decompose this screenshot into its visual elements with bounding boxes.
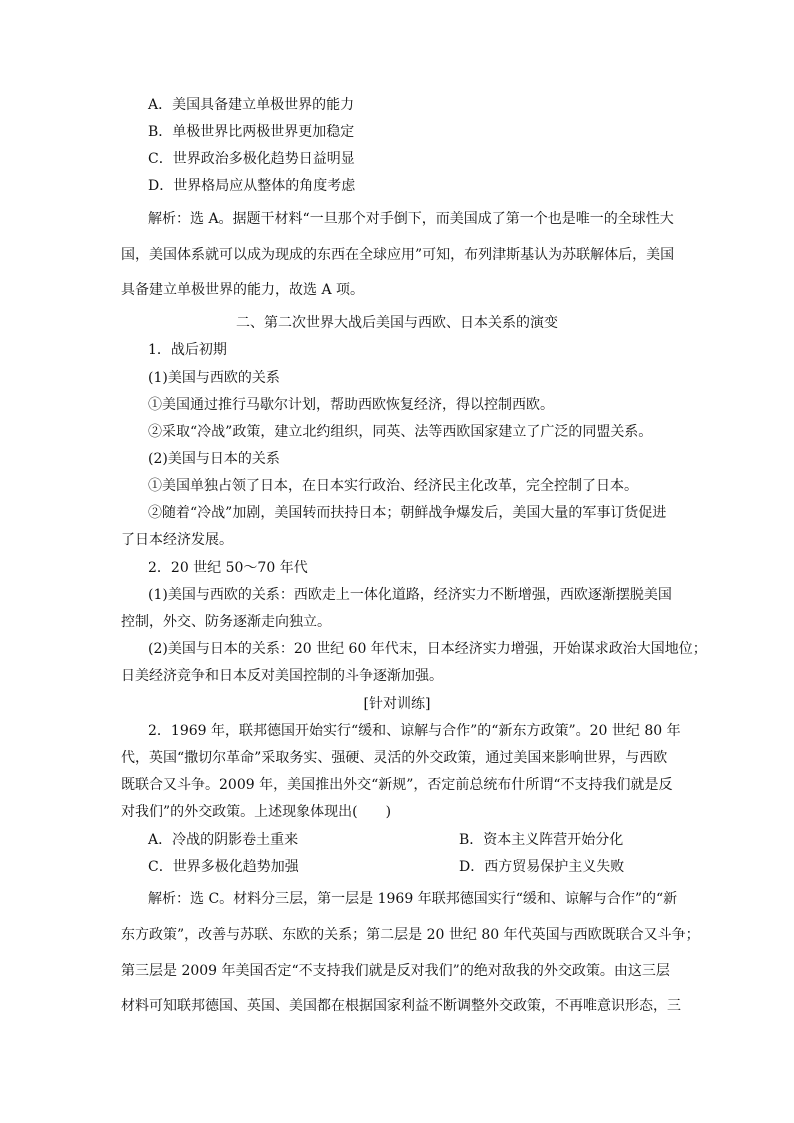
training-analysis-line: 第三层是 2009 年美国否定“不支持我们就是反对我们”的绝对敌我的外交政策。由这三层: [121, 963, 670, 979]
section-line: (2)美国与日本的关系: [148, 451, 280, 467]
section-line: 了日本经济发展。: [121, 532, 233, 548]
training-question-line: 2．1969 年，联邦德国开始实行“缓和、谅解与合作”的“新东方政策”。20 世纪 80 年: [148, 723, 681, 739]
q1-option-d: D．世界格局应从整体的角度考虑: [148, 178, 356, 194]
training-question-line: 既联合又斗争。2009 年，美国推出外交“新规”，否定前总统布什所谓“不支持我们就是反: [121, 777, 673, 793]
section-line: ①美国通过推行马歇尔计划，帮助西欧恢复经济，得以控制西欧。: [148, 397, 554, 413]
q1-analysis-line: 解析：选 A。据题干材料“一旦那个对手倒下，而美国成了第一个也是唯一的全球性大: [148, 211, 674, 227]
section-line: 2．20 世纪 50～70 年代: [148, 560, 308, 576]
section-line: ②采取“冷战”政策，建立北约组织，同英、法等西欧国家建立了广泛的同盟关系。: [148, 424, 653, 440]
section-heading: 二、第二次世界大战后美国与西欧、日本关系的演变: [236, 315, 558, 331]
section-line: (1)美国与西欧的关系: [148, 370, 280, 386]
section-line: ①美国单独占领了日本，在日本实行政治、经济民主化改革，完全控制了日本。: [148, 478, 638, 494]
training-question-line: 代，英国“撒切尔革命”采取务实、强硬、灵活的外交政策，通过美国来影响世界，与西欧: [121, 750, 668, 766]
section-line: 1．战后初期: [148, 342, 227, 358]
q1-analysis-line: 国，美国体系就可以成为现成的东西在全球应用”可知，布列津斯基认为苏联解体后，美国: [121, 247, 675, 263]
section-line: 日美经济竞争和日本反对美国控制的斗争逐渐加强。: [121, 668, 443, 684]
section-line: (2)美国与日本的关系：20 世纪 60 年代末，日本经济实力增强，开始谋求政治大国地位；: [148, 641, 707, 657]
training-option-b: B．资本主义阵营开始分化: [459, 832, 624, 848]
training-analysis-line: 材料可知联邦德国、英国、美国都在根据国家利益不断调整外交政策，不再唯意识形态，三: [121, 998, 681, 1014]
training-analysis-line: 东方政策”，改善与苏联、东欧的关系；第二层是 20 世纪 80 年代英国与西欧既联合又斗争；: [121, 927, 700, 943]
q1-option-a: A．美国具备建立单极世界的能力: [148, 97, 355, 113]
training-question-line: 对我们”的外交政策。上述现象体现出( ): [121, 804, 392, 820]
training-option-c: C．世界多极化趋势加强: [148, 859, 299, 875]
q1-option-c: C．世界政治多极化趋势日益明显: [148, 151, 355, 167]
section-line: 控制，外交、防务逐渐走向独立。: [121, 614, 331, 630]
q1-option-b: B．单极世界比两极世界更加稳定: [148, 124, 355, 140]
training-option-a: A．冷战的阴影卷土重来: [148, 832, 299, 848]
training-option-d: D．西方贸易保护主义失败: [459, 859, 625, 875]
q1-analysis-line: 具备建立单极世界的能力，故选 A 项。: [121, 282, 365, 298]
training-heading: [针对训练]: [363, 696, 431, 712]
training-analysis-line: 解析：选 C。材料分三层，第一层是 1969 年联邦德国实行“缓和、谅解与合作”的“新: [148, 891, 678, 907]
section-line: ②随着“冷战”加剧，美国转而扶持日本；朝鲜战争爆发后，美国大量的军事订货促进: [148, 505, 667, 521]
section-line: (1)美国与西欧的关系：西欧走上一体化道路，经济实力不断增强，西欧逐渐摆脱美国: [148, 587, 672, 603]
